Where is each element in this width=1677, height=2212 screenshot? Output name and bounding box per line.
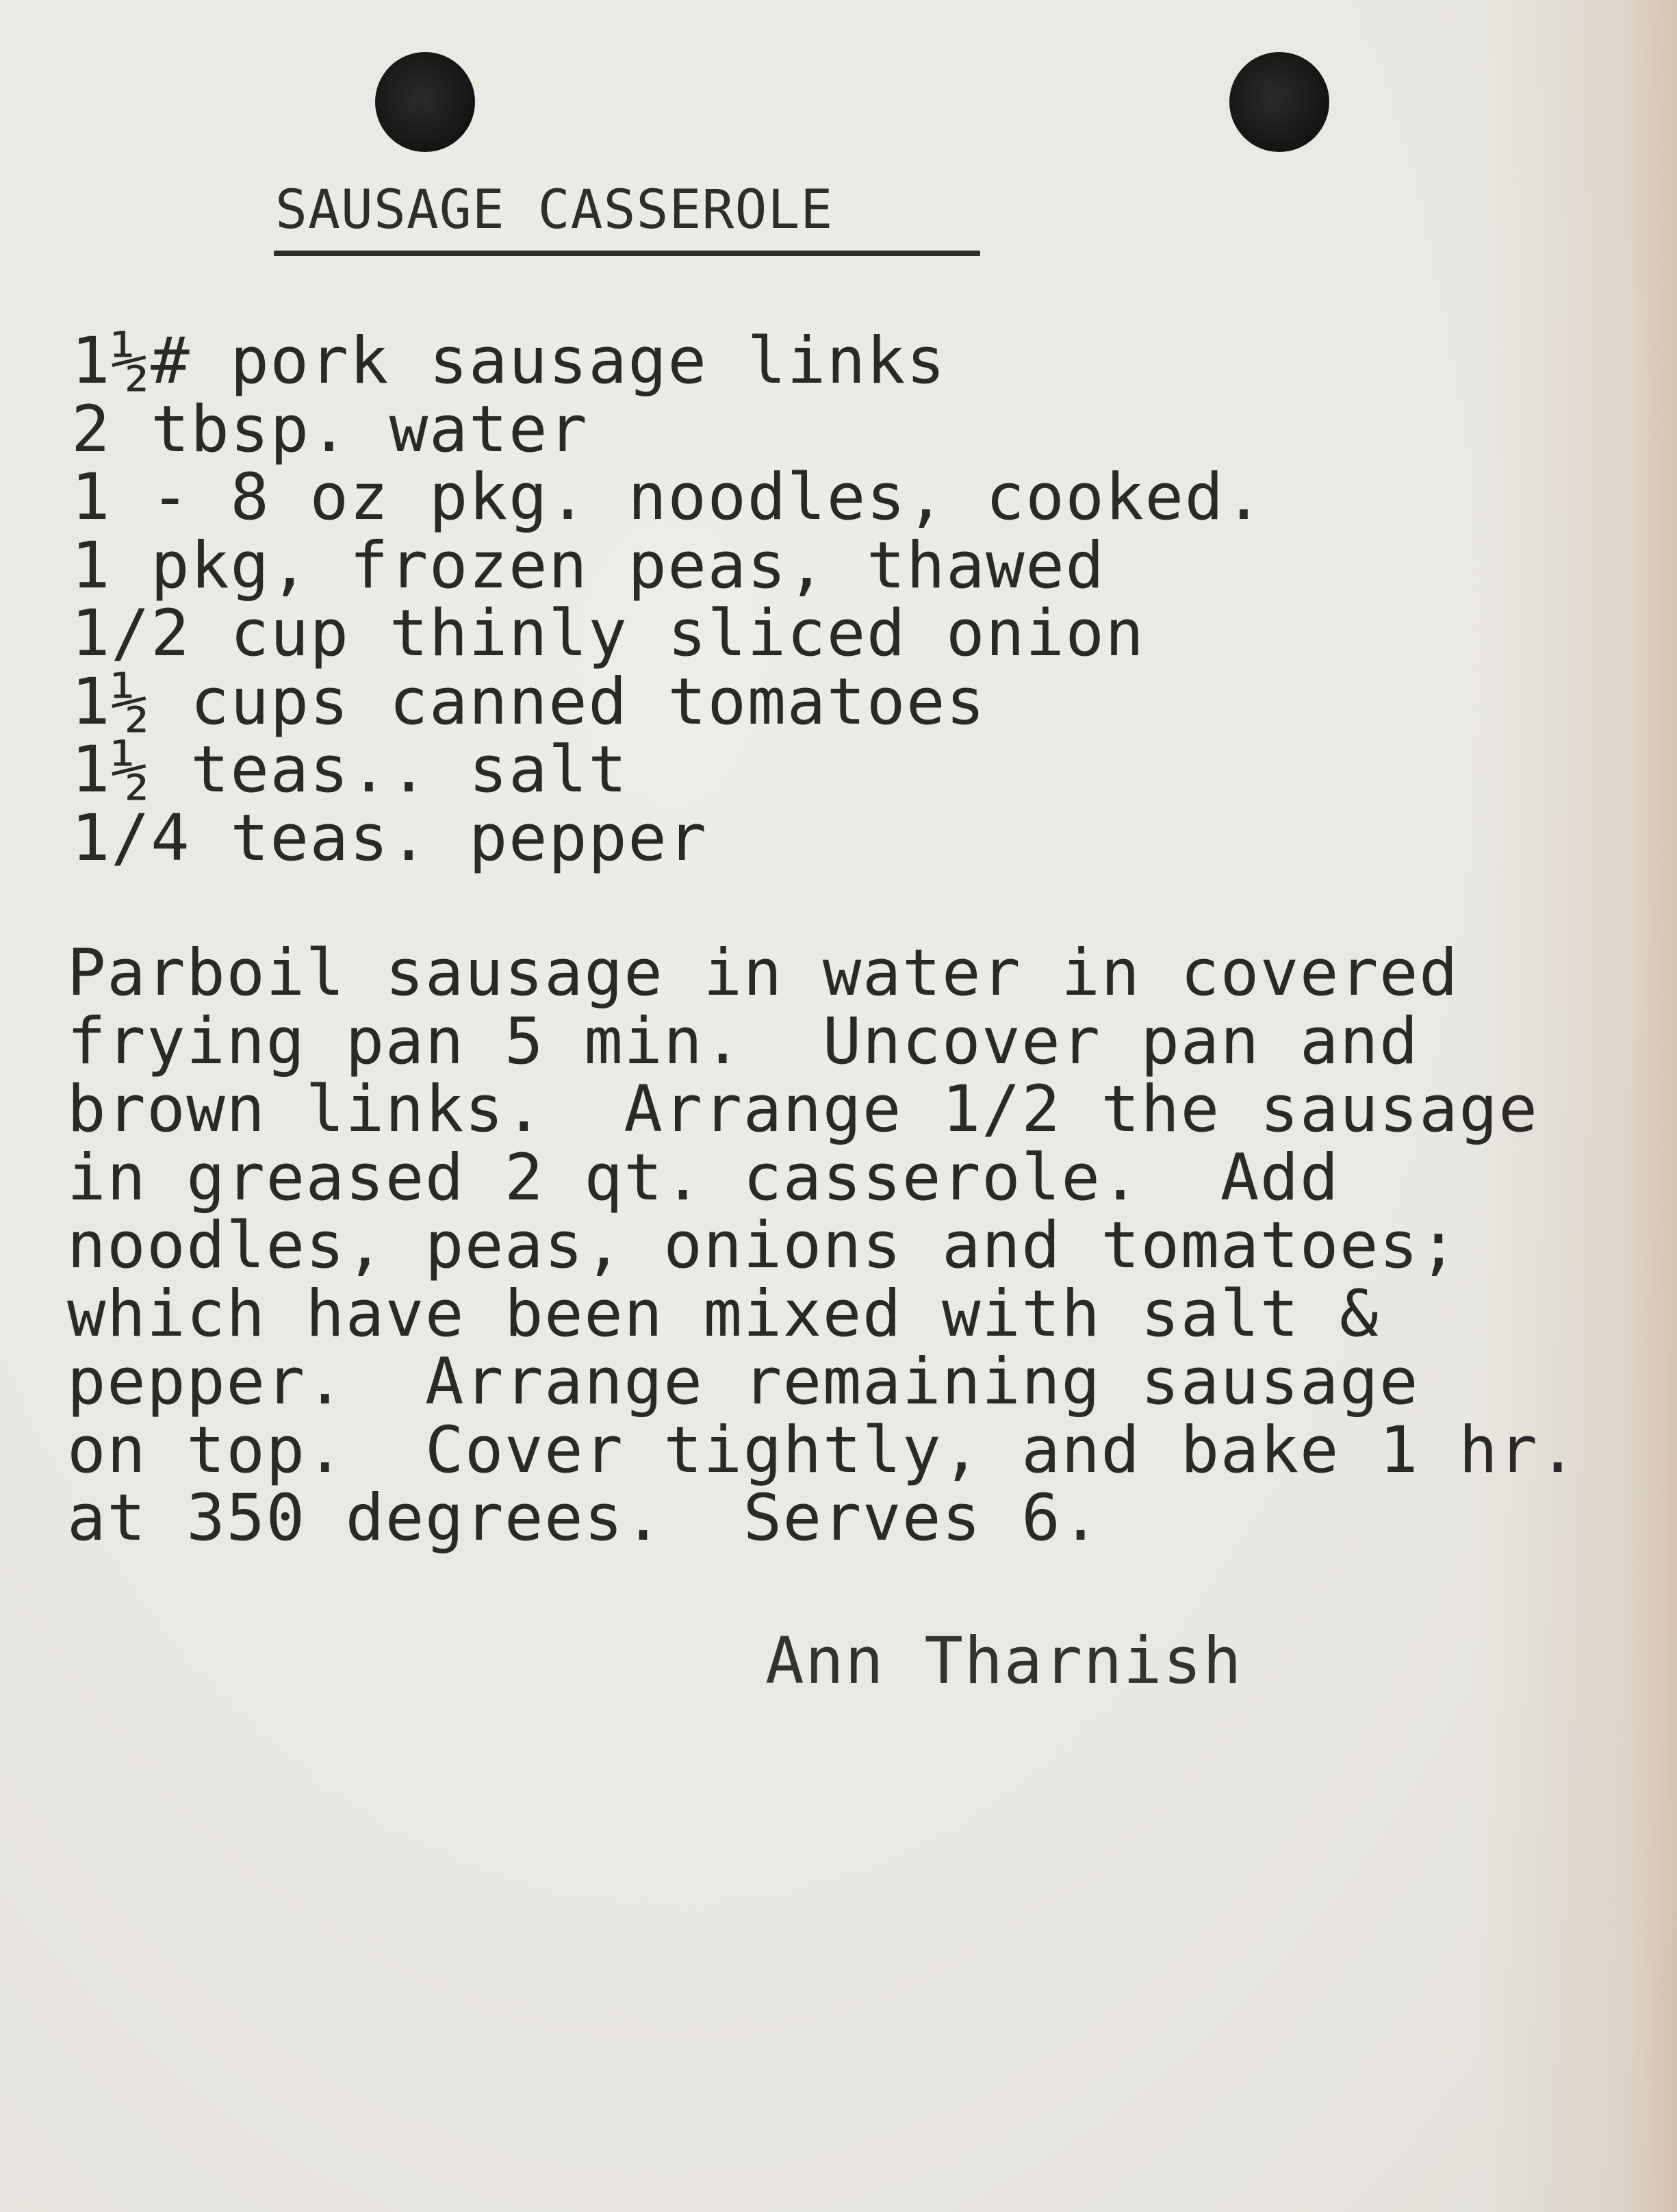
directions-line: frying pan 5 min. Uncover pan and	[67, 1004, 1420, 1079]
recipe-author: Ann Tharnish	[765, 1624, 1243, 1699]
ingredient-list	[71, 324, 1264, 876]
directions-line: at 350 degrees. Serves 6.	[67, 1481, 1101, 1555]
directions-line: on top. Cover tightly, and bake 1 hr.	[67, 1412, 1578, 1488]
ingredient-line: 1½ teas.. salt	[71, 733, 628, 807]
title-underline	[274, 251, 980, 256]
directions-line: pepper. Arrange remaining sausage	[67, 1345, 1420, 1419]
ingredient-line: 1½# pork sausage links	[71, 324, 947, 398]
punch-hole-left	[375, 52, 475, 152]
directions-line: noodles, peas, onions and tomatoes;	[67, 1208, 1459, 1283]
punch-hole-right	[1229, 52, 1329, 152]
directions-line: Parboil sausage in water in covered	[67, 936, 1459, 1010]
ingredient-line: 1 pkg, frozen peas, thawed	[71, 528, 1105, 603]
ingredient-line: 1 - 8 oz pkg. noodles, cooked.	[71, 460, 1264, 535]
ingredient-line: 1/4 teas. pepper	[71, 800, 708, 876]
ingredient-line: 1/2 cup thinly sliced onion	[71, 596, 1145, 671]
directions-line: in greased 2 qt. casserole. Add	[67, 1140, 1340, 1215]
recipe-title: SAUSAGE CASSEROLE	[275, 179, 834, 241]
directions-paragraph	[67, 936, 1578, 1555]
ingredient-line: 2 tbsp. water	[71, 392, 589, 467]
directions-line: brown links. Arrange 1/2 the sausage	[67, 1072, 1539, 1147]
directions-line: which have been mixed with salt &	[67, 1276, 1380, 1351]
ingredient-line: 1½ cups canned tomatoes	[71, 664, 986, 739]
